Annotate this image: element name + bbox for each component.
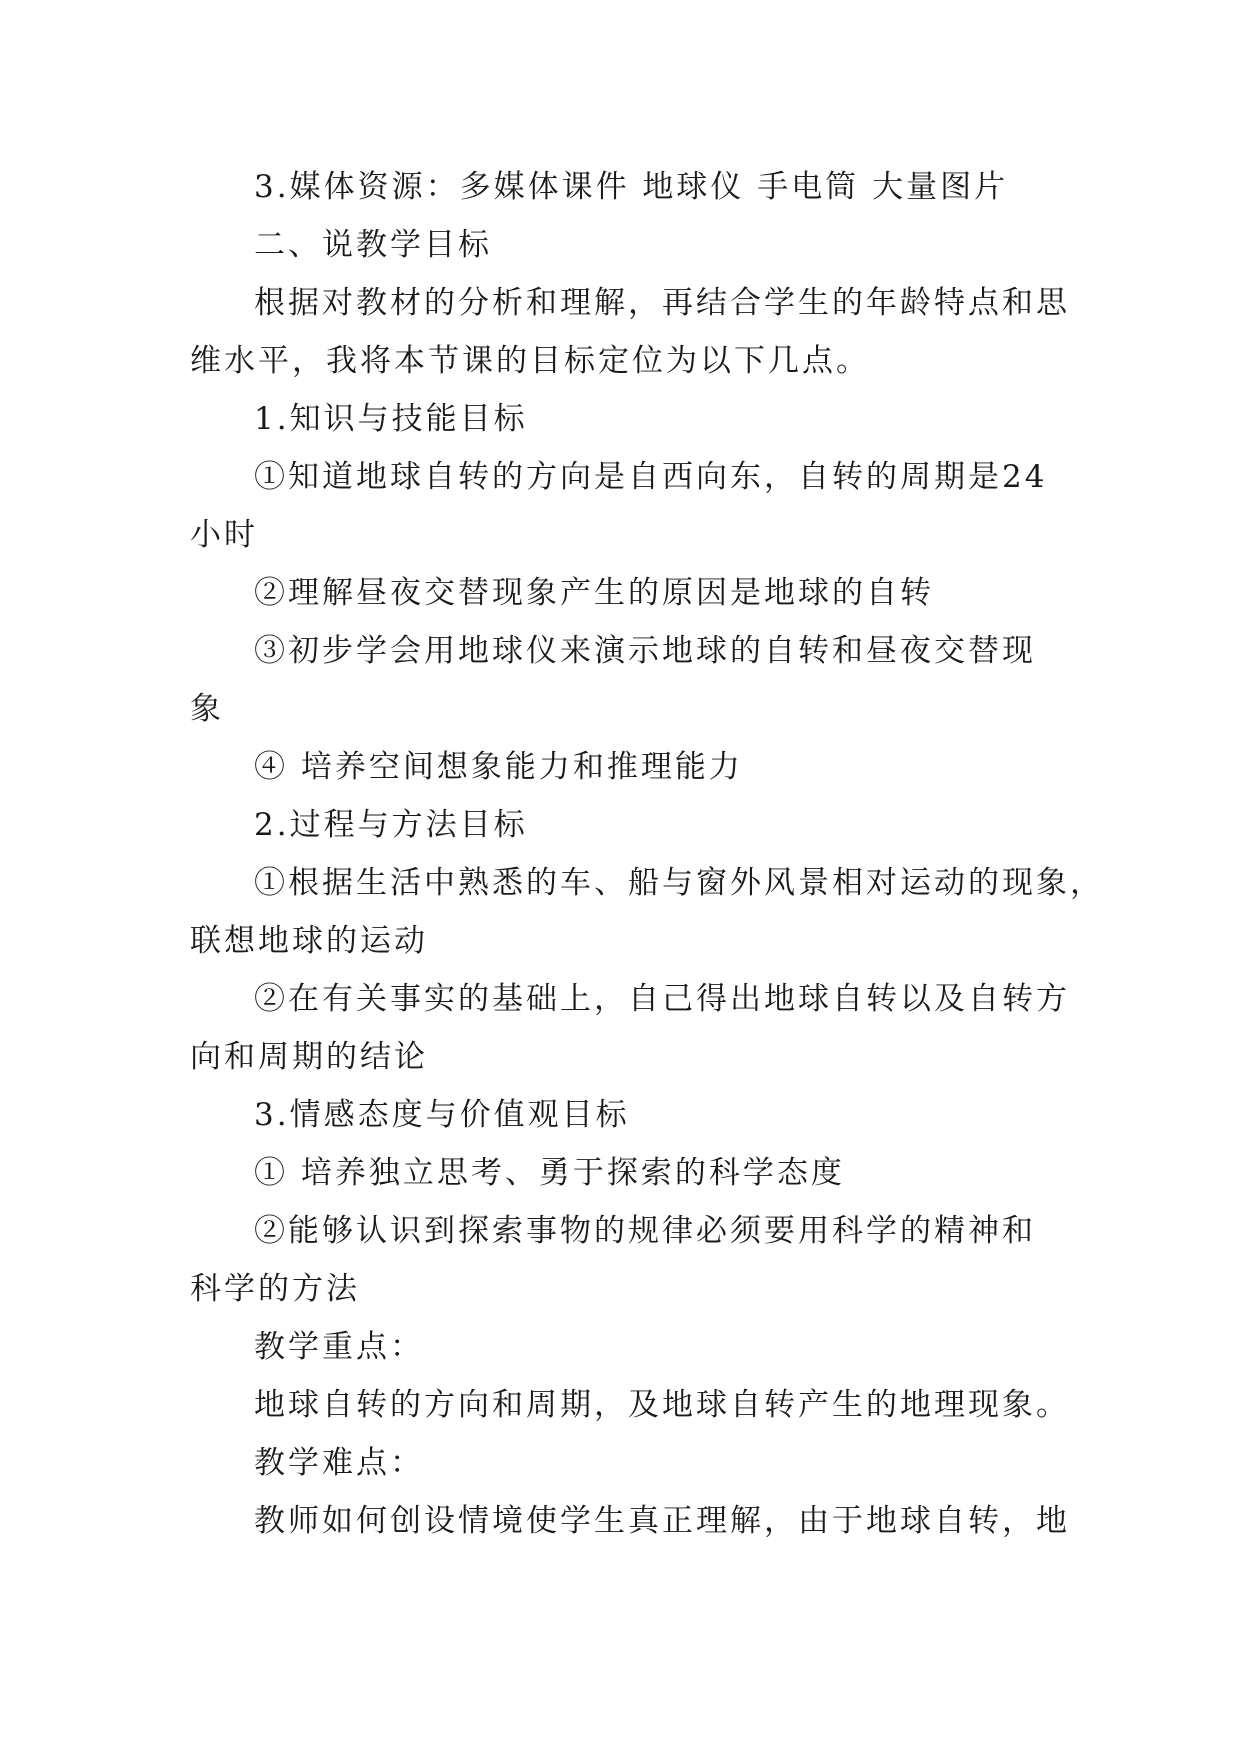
text-line: 小时: [190, 517, 258, 553]
text-line: ④ 培养空间想象能力和推理能力: [254, 749, 743, 785]
text-line: ②在有关事实的基础上，自己得出地球自转以及自转方: [254, 981, 1070, 1017]
text-line: 联想地球的运动: [190, 923, 428, 959]
subsection-heading: 1.知识与技能目标: [254, 401, 528, 437]
text-line: 教师如何创设情境使学生真正理解，由于地球自转，地: [254, 1503, 1070, 1539]
difficulty-label: 教学难点：: [254, 1445, 424, 1481]
document-body: [190, 158, 1104, 1550]
text-line: ①根据生活中熟悉的车、船与窗外风景相对运动的现象，: [254, 865, 1104, 901]
subsection-heading: 2.过程与方法目标: [254, 807, 528, 843]
text-line: ②能够认识到探索事物的规律必须要用科学的精神和: [254, 1213, 1036, 1249]
text-line: 科学的方法: [190, 1271, 360, 1307]
subsection-heading: 3.情感态度与价值观目标: [254, 1097, 630, 1133]
text-line: 向和周期的结论: [190, 1039, 428, 1075]
key-point-label: 教学重点：: [254, 1329, 424, 1365]
text-line: ③初步学会用地球仪来演示地球的自转和昼夜交替现: [254, 633, 1036, 669]
text-line: 地球自转的方向和周期，及地球自转产生的地理现象。: [254, 1387, 1070, 1423]
text-line: 3.媒体资源：多媒体课件 地球仪 手电筒 大量图片: [254, 169, 1009, 205]
text-line: ①知道地球自转的方向是自西向东，自转的周期是24: [254, 459, 1048, 495]
text-line: ②理解昼夜交替现象产生的原因是地球的自转: [254, 575, 934, 611]
text-line: 象: [190, 691, 224, 727]
text-line: 维水平，我将本节课的目标定位为以下几点。: [190, 343, 870, 379]
section-heading: 二、说教学目标: [254, 227, 492, 263]
text-line: ① 培养独立思考、勇于探索的科学态度: [254, 1155, 845, 1191]
text-line: 根据对教材的分析和理解，再结合学生的年龄特点和思: [254, 285, 1070, 321]
